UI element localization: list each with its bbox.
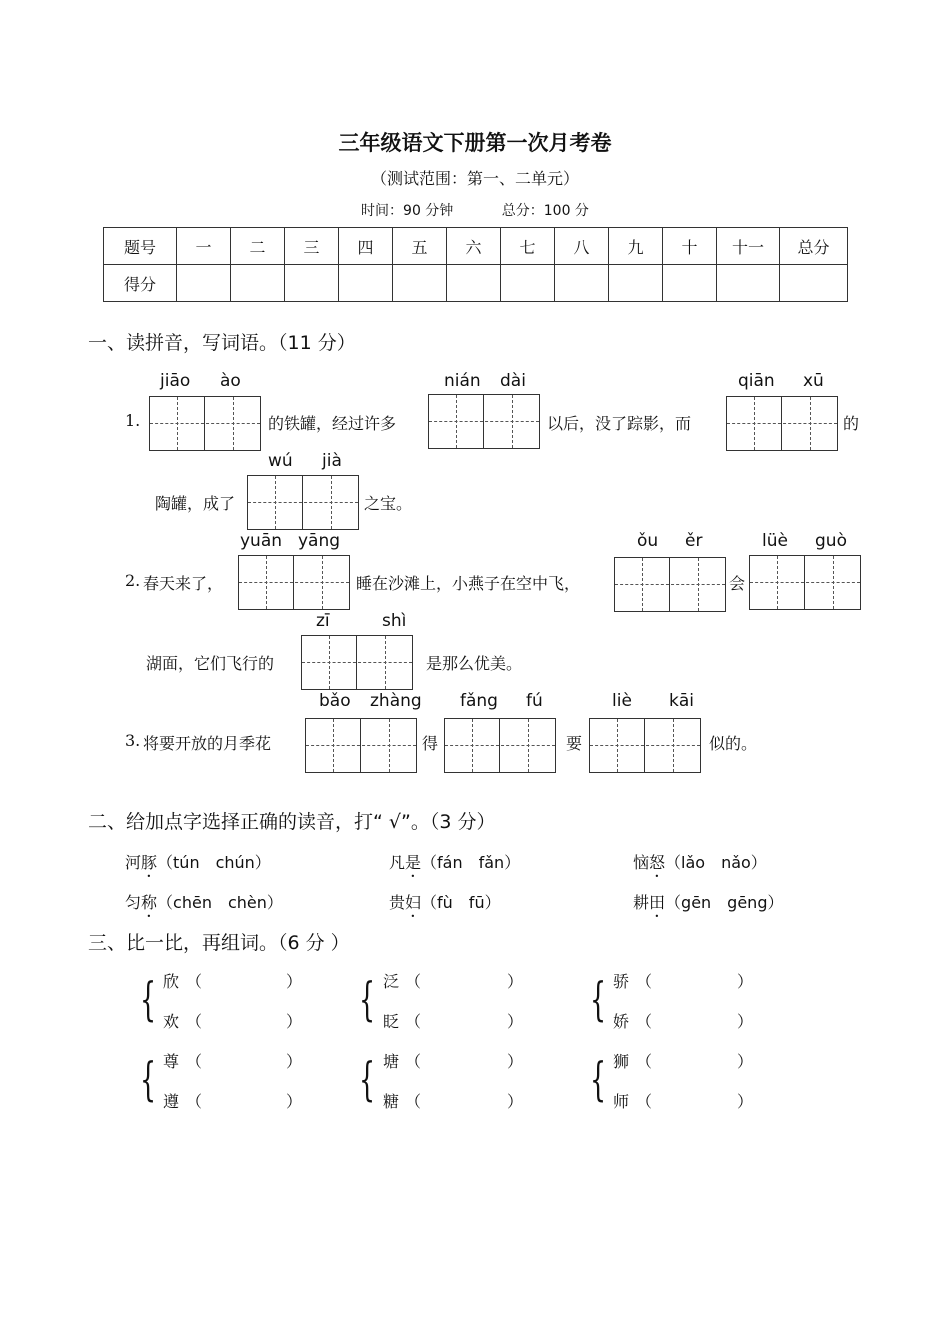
close-paren: ）: [737, 1052, 754, 1071]
total-score: 总分：100 分: [501, 203, 589, 219]
close-paren: ）: [737, 1012, 754, 1031]
score-cell[interactable]: [231, 265, 285, 302]
pinyin: zī: [316, 611, 330, 631]
dotted-char: 是: [405, 853, 422, 872]
question-text: 睡在沙滩上，小燕子在空中飞，: [356, 574, 581, 593]
question-text: 将要开放的月季花: [143, 734, 272, 753]
pinyin: dài: [500, 371, 526, 391]
word-blank[interactable]: [655, 1049, 735, 1071]
word-blank[interactable]: [205, 1089, 285, 1111]
open-paren: （: [636, 1012, 653, 1031]
compare-char: 泛: [383, 972, 400, 991]
pinyin: yuān: [240, 531, 283, 551]
pinyin: wú: [268, 451, 293, 471]
item-char: 匀: [125, 893, 142, 912]
open-paren: （: [636, 1092, 653, 1111]
score-header-cell: 一: [177, 228, 231, 265]
question-text: 是那么优美。: [426, 654, 523, 673]
open-paren: （: [405, 1092, 422, 1111]
compare-char: 欢: [163, 1012, 180, 1031]
score-header-cell: 七: [501, 228, 555, 265]
score-header-cell: 九: [609, 228, 663, 265]
word-blank[interactable]: [655, 969, 735, 991]
word-blank[interactable]: [205, 1009, 285, 1031]
word-blank[interactable]: [425, 1049, 505, 1071]
score-header-cell: 总分: [780, 228, 848, 265]
compare-char: 糖: [383, 1092, 400, 1111]
word-blank[interactable]: [425, 969, 505, 991]
pinyin: yāng: [298, 531, 341, 551]
score-row-label: 得分: [104, 265, 177, 302]
question-text: 的: [843, 414, 860, 433]
pinyin: jiāo: [160, 371, 191, 391]
pinyin: guò: [815, 531, 847, 551]
close-paren: ）: [737, 972, 754, 991]
score-cell[interactable]: [609, 265, 663, 302]
section-1-heading: 一、读拼音，写词语。（11 分）: [88, 332, 356, 354]
word-blank[interactable]: [425, 1089, 505, 1111]
pronunciation-item[interactable]: [125, 890, 283, 921]
pinyin: lüè: [762, 531, 788, 551]
writing-box[interactable]: [238, 555, 350, 610]
score-header-cell: 四: [339, 228, 393, 265]
question-text: 似的。: [709, 734, 758, 753]
score-cell[interactable]: [501, 265, 555, 302]
question-text: 湖面，它们飞行的: [146, 654, 275, 673]
pronunciation-item[interactable]: [389, 890, 501, 921]
close-paren: ）: [286, 972, 303, 991]
close-paren: ）: [737, 1092, 754, 1111]
question-text: 的铁罐，经过许多: [268, 414, 397, 433]
test-scope: （测试范围：第一、二单元）: [370, 169, 579, 188]
writing-box[interactable]: [726, 396, 838, 451]
question-text: 得: [422, 734, 439, 753]
dotted-char: 豚: [141, 853, 158, 872]
brace-icon: {: [140, 972, 157, 1026]
question-text: 以后，没了踪影，而: [547, 414, 692, 433]
score-cell[interactable]: [447, 265, 501, 302]
score-header-cell: 十: [663, 228, 717, 265]
word-blank[interactable]: [425, 1009, 505, 1031]
score-header-cell: 五: [393, 228, 447, 265]
pinyin: liè: [612, 691, 632, 711]
score-table-score-row: [104, 265, 848, 302]
reading-options: （chēn chèn）: [157, 893, 283, 912]
close-paren: ）: [507, 1092, 524, 1111]
pronunciation-item[interactable]: [633, 890, 783, 921]
score-cell[interactable]: [780, 265, 848, 302]
writing-box[interactable]: [149, 396, 261, 451]
compare-char: 骄: [613, 972, 630, 991]
reading-options: （fù fū）: [421, 893, 501, 912]
close-paren: ）: [507, 1012, 524, 1031]
pinyin: shì: [382, 611, 407, 631]
compare-char: 尊: [163, 1052, 180, 1071]
reading-options: （gēn gēng）: [665, 893, 784, 912]
reading-options: （lǎo nǎo）: [665, 853, 767, 872]
pinyin: fú: [526, 691, 543, 711]
dotted-char: 怒: [649, 853, 666, 872]
score-table-header-row: [104, 228, 848, 265]
pinyin: xū: [803, 371, 824, 391]
compare-char: 欣: [163, 972, 180, 991]
time-total-line: [0, 200, 950, 220]
score-header-cell: 十一: [717, 228, 780, 265]
section-3-heading: 三、比一比，再组词。（6 分 ）: [88, 932, 350, 954]
writing-box[interactable]: [247, 475, 359, 530]
pinyin: nián: [444, 371, 481, 391]
pinyin: bǎo: [319, 691, 351, 711]
question-text: 要: [566, 734, 583, 753]
brace-icon: {: [590, 1052, 607, 1106]
question-number: 1.: [125, 411, 141, 430]
item-char: 河: [125, 853, 142, 872]
close-paren: ）: [286, 1052, 303, 1071]
word-blank[interactable]: [655, 1009, 735, 1031]
score-header-cell: 八: [555, 228, 609, 265]
dotted-char: 田: [649, 893, 666, 912]
score-table: [103, 227, 848, 302]
score-cell[interactable]: [555, 265, 609, 302]
question-text: 春天来了，: [143, 574, 224, 593]
score-cell[interactable]: [717, 265, 780, 302]
open-paren: （: [186, 1092, 203, 1111]
open-paren: （: [405, 972, 422, 991]
close-paren: ）: [286, 1092, 303, 1111]
open-paren: （: [186, 972, 203, 991]
dotted-char: 妇: [405, 893, 422, 912]
question-text: 之宝。: [364, 494, 413, 513]
dotted-char: 称: [141, 893, 158, 912]
compare-char: 娇: [613, 1012, 630, 1031]
pinyin: fǎng: [460, 691, 498, 711]
close-paren: ）: [286, 1012, 303, 1031]
score-header-cell: 题号: [104, 228, 177, 265]
pinyin: qiān: [738, 371, 775, 391]
writing-box[interactable]: [749, 555, 861, 610]
open-paren: （: [405, 1052, 422, 1071]
pinyin: ǒu: [637, 531, 659, 551]
brace-icon: {: [359, 972, 376, 1026]
pinyin: ěr: [685, 531, 703, 551]
word-blank[interactable]: [655, 1089, 735, 1111]
open-paren: （: [405, 1012, 422, 1031]
score-cell[interactable]: [663, 265, 717, 302]
page-title: 三年级语文下册第一次月考卷: [338, 131, 612, 155]
pinyin: zhàng: [370, 691, 422, 711]
question-text: 陶罐，成了: [155, 494, 236, 513]
pronunciation-item[interactable]: [389, 850, 520, 881]
brace-icon: {: [590, 972, 607, 1026]
item-char: 凡: [389, 853, 406, 872]
close-paren: ）: [507, 1052, 524, 1071]
open-paren: （: [636, 972, 653, 991]
writing-box[interactable]: [301, 635, 413, 690]
reading-options: （fán fǎn）: [421, 853, 521, 872]
pinyin: jià: [322, 451, 342, 471]
question-text: 会: [729, 574, 746, 593]
score-header-cell: 二: [231, 228, 285, 265]
score-cell[interactable]: [393, 265, 447, 302]
section-2-heading: 二、给加点字选择正确的读音，打“ √”。（3 分）: [88, 811, 496, 833]
compare-char: 眨: [383, 1012, 400, 1031]
question-number: 3.: [125, 731, 141, 750]
word-blank[interactable]: [205, 1049, 285, 1071]
reading-options: （tún chún）: [157, 853, 271, 872]
writing-box[interactable]: [614, 557, 726, 612]
score-cell[interactable]: [177, 265, 231, 302]
compare-char: 师: [613, 1092, 630, 1111]
compare-char: 遵: [163, 1092, 180, 1111]
item-char: 贵: [389, 893, 406, 912]
open-paren: （: [186, 1012, 203, 1031]
open-paren: （: [636, 1052, 653, 1071]
time-limit: 时间：90 分钟: [361, 203, 454, 219]
compare-char: 塘: [383, 1052, 400, 1071]
writing-box[interactable]: [428, 394, 540, 449]
question-number: 2.: [125, 571, 141, 590]
writing-box[interactable]: [444, 718, 556, 773]
score-header-cell: 六: [447, 228, 501, 265]
pronunciation-item[interactable]: [633, 850, 767, 881]
item-char: 恼: [633, 853, 650, 872]
pinyin: kāi: [669, 691, 694, 711]
pinyin: ào: [220, 371, 241, 391]
brace-icon: {: [140, 1052, 157, 1106]
writing-box[interactable]: [305, 718, 417, 773]
open-paren: （: [186, 1052, 203, 1071]
pronunciation-item[interactable]: [125, 850, 271, 881]
score-header-cell: 三: [285, 228, 339, 265]
score-cell[interactable]: [285, 265, 339, 302]
brace-icon: {: [359, 1052, 376, 1106]
compare-char: 狮: [613, 1052, 630, 1071]
close-paren: ）: [507, 972, 524, 991]
writing-box[interactable]: [589, 718, 701, 773]
score-cell[interactable]: [339, 265, 393, 302]
item-char: 耕: [633, 893, 650, 912]
word-blank[interactable]: [205, 969, 285, 991]
